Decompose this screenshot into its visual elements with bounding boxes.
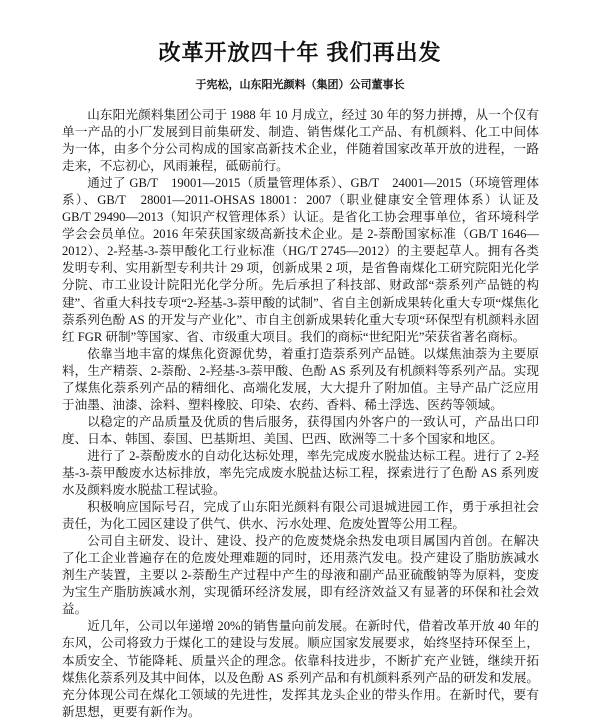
article-title: 改革开放四十年 我们再出发	[158, 40, 442, 65]
paragraph: 依靠当地丰富的煤焦化资源优势，着重打造萘系列产品链。以煤焦油萘为主要原料，生产精萘、2-萘酚、2-羟基-3-萘甲酸、色酚 AS 系列及有机颜料等系列产品。实现了煤焦化萘系列产品的精细化、高端化发展，大大提升了附加值。主导产品广泛应用于油墨、油漆、涂料、塑料橡胶、印染、农药、香料、稀土浮选、医药等领域。	[62, 346, 539, 412]
paragraph: 近几年，公司以年递增 20%的销售量向前发展。在新时代，借着改革开放 40 年的东风，公司将致力于煤化工的建设与发展。顺应国家发展要求，始终坚持环保至上，本质安全、节能降耗、质量兴企的理念。依靠科技进步，不断扩充产业链，继续开拓煤焦化萘系列及其中间体，以及色酚 AS 系列产品和有机颜料系列产品的研发和发展。充分体现公司在煤化工领域的先进性，发挥其龙头企业的带头作用。在新时代，要有新思想，更要有新作为。	[62, 619, 539, 719]
paragraph: 以稳定的产品质量及优质的售后服务，获得国内外客户的一致认可，产品出口印度、日本、韩国、泰国、巴基斯坦、美国、巴西、欧洲等二十多个国家和地区。	[62, 414, 539, 446]
author-byline: 于宪松，山东阳光颜料（集团）公司董事长	[195, 79, 405, 91]
paragraph: 进行了 2-萘酚废水的自动化达标处理，率先完成废水脱盐达标工程。进行了 2-羟基-3-萘甲酸废水达标排放，率先完成废水脱盐达标工程，探索进行了色酚 AS 系列废水及颜料废水脱盐工程试验。	[62, 448, 539, 498]
paragraph: 通过了 GB/T 19001—2015（质量管理体系）、GB/T 24001—2015（环境管理体系）、GB/T 28001—2011-OHSAS 18001：2007（职业健康安全管理体系）认证及 GB/T 29490—2013（知识产权管理体系）认证。是省化工协会理事单位，省环境科学学会会员单位。2016 年荣获国家级高新技术企业。是 2-萘酚国家标准（GB/T 1646—2012）、2-羟基-3-萘甲酸化工行业标准（HG/T 2745—2012）的主要起草人。拥有各类发明专利、实用新型专利共计 29 项，创新成果 2 项，是省鲁南煤化工研究院阳光化学分院、市工业设计院阳光化学分所。先后承担了科技部、财政部“萘系列产品链的构建”、省重大科技专项“2-羟基-3-萘甲酸的试制”、省自主创新成果转化重大专项“煤焦化萘系列色酚 AS 的开发与产业化”、市自主创新成果转化重大专项“环保型有机颜料永固红 FGR 研制”等国家、省、市级重大项目。我们的商标“世纪阳光”荣获省著名商标。	[62, 176, 539, 344]
article-body	[62, 107, 539, 721]
paragraph: 积极响应国际号召，完成了山东阳光颜料有限公司退城进园工作，勇于承担社会责任，为化工园区建设了供气、供水、污水处理、危废处置等公用工程。	[62, 500, 539, 532]
paragraph: 山东阳光颜料集团公司于 1988 年 10 月成立，经过 30 年的努力拼搏，从一个仅有单一产品的小厂发展到目前集研发、制造、销售煤化工产品、有机颜料、化工中间体为一体，由多个分公司构成的国家高新技术企业，伴随着国家改革开放的进程，一路走来，不忘初心，风雨兼程，砥砺前行。	[62, 108, 539, 174]
paragraph: 公司自主研发、设计、建设、投产的危废焚烧余热发电项目属国内首创。在解决了化工企业普遍存在的危废处理难题的同时，还用蒸汽发电。投产建设了脂肪族减水剂生产装置，主要以 2-萘酚生产过程中产生的母液和副产品亚硫酸钠等为原料，变废为宝生产脂肪族减水剂，实现循环经济发展，即有经济效益又有显著的环保和社会效益。	[62, 534, 539, 617]
